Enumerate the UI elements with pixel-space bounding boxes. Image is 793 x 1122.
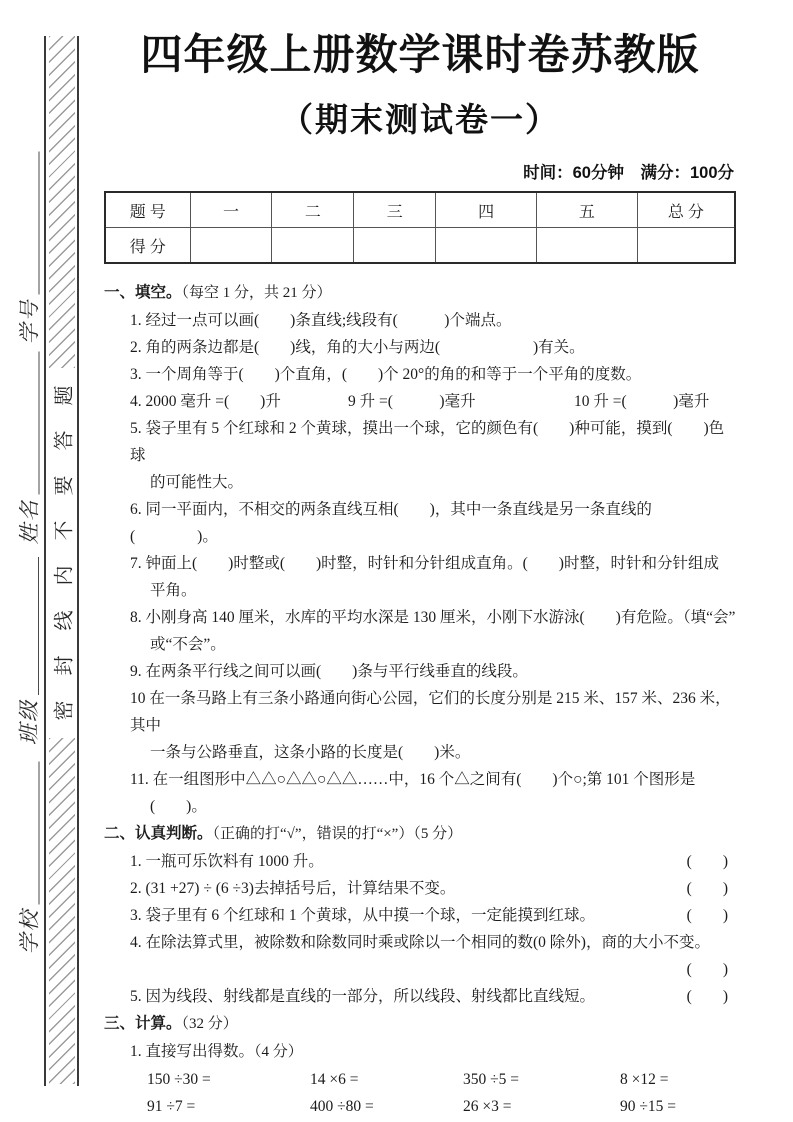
judge-question-5 (104, 983, 736, 1010)
student-id-label: 学号 (17, 298, 42, 345)
seal-char: 密 (53, 700, 75, 721)
calc-expression: 400 ÷80 = (310, 1098, 374, 1116)
score-empty-cell (190, 228, 272, 264)
score-table-header-row (105, 192, 735, 228)
score-table (104, 191, 736, 264)
calc-sub1-title: 1. 直接写出得数。 (130, 1043, 255, 1061)
fill-question-5-continued: 的可能性大。 (150, 474, 244, 492)
section-calc-heading (104, 1010, 736, 1038)
page-title: 四年级上册数学课时卷苏教版 (140, 31, 700, 78)
judge-question-2 (104, 875, 736, 902)
student-name-label: 姓名 (17, 498, 42, 545)
calc-oral-grid (104, 1066, 736, 1120)
section-fill-heading (104, 279, 736, 307)
fill-question-3: 3. 一个周角等于( )个直角，( )个 20°的角的和等于一个平角的度数。 (130, 366, 642, 384)
main-content (104, 0, 736, 1120)
seal-char: 题 (53, 385, 75, 406)
fill-question-8-continued: 或“不会”。 (150, 636, 226, 654)
seal-char: 答 (53, 430, 75, 451)
section-judge-note: （正确的打“√”，错误的打“×”）（5 分） (212, 826, 463, 843)
judge-question-2-text: 2. (31 +27) ÷ (6 ÷3)去掉括号后，计算结果不变。 (130, 880, 456, 898)
score-empty-cell (436, 228, 537, 264)
seal-char: 封 (53, 655, 75, 676)
judge-question-2-answer-bracket: ( ) (686, 880, 728, 898)
fill-question-11: 11. 在一组图形中△△○△△○△△……中，16 个△之间有( )个○;第 101 个图形是 (130, 771, 696, 789)
section-calc (104, 1010, 736, 1120)
score-empty-cell (537, 228, 638, 264)
score-header-cell: 三 (354, 192, 436, 228)
judge-question-4-answer-bracket: ( ) (686, 961, 728, 979)
score-header-cell: 总 分 (637, 192, 735, 228)
fill-question-4 (104, 388, 736, 415)
score-header-cell: 四 (436, 192, 537, 228)
judge-question-3-answer-bracket: ( ) (686, 907, 728, 925)
section-judge-heading (104, 820, 736, 848)
section-calc-note: （32 分） (181, 1016, 238, 1033)
fill-question-1: 1. 经过一点可以画( )条直线;线段有( )个端点。 (130, 312, 512, 330)
fill-question-10: 10 在一条马路上有三条小路通向街心公园，它们的长度分别是 215 米、157 米、236 米，其中 (130, 690, 731, 735)
judge-question-1-text: 1. 一瓶可乐饮料有 1000 升。 (130, 853, 324, 871)
seal-hatch-bottom (49, 738, 75, 1084)
fill-question-4-part-a: 4. 2000 毫升 =( )升 (130, 393, 281, 411)
student-id-blank-line (39, 152, 40, 295)
seal-char: 内 (53, 565, 75, 586)
fill-question-4-part-b: 9 升 =( )毫升 (348, 393, 476, 411)
fill-question-11-continued: ( )。 (150, 798, 207, 816)
fill-question-7-continued: 平角。 (150, 582, 197, 600)
fill-question-6: 6. 同一平面内，不相交的两条直线互相( )，其中一条直线是另一条直线的( )。 (130, 501, 652, 546)
school-label: 学校 (17, 908, 42, 955)
score-row-label: 得 分 (105, 228, 190, 264)
page-subtitle: （期末测试卷一） (280, 101, 560, 139)
fill-question-4-part-c: 10 升 =( )毫升 (574, 393, 710, 411)
section-fill-note: （每空 1 分，共 21 分） (181, 285, 332, 302)
calc-expression: 91 ÷7 = (147, 1098, 196, 1116)
score-header-cell: 题 号 (105, 192, 190, 228)
calc-expression: 90 ÷15 = (620, 1098, 676, 1116)
judge-question-4-text: 4. 在除法算式里，被除数和除数同时乘或除以一个相同的数(0 除外)，商的大小不变。 (130, 934, 710, 952)
seal-text-column (47, 368, 77, 738)
calc-sub1-heading (104, 1038, 736, 1066)
score-header-cell: 五 (537, 192, 638, 228)
section-judge-title: 二、认真判断。 (104, 825, 213, 843)
section-fill-title: 一、填空。 (104, 284, 182, 302)
judge-question-1 (104, 848, 736, 875)
school-blank-line (39, 762, 40, 905)
seal-line-strip (44, 36, 79, 1086)
score-empty-cell (354, 228, 436, 264)
judge-question-5-answer-bracket: ( ) (686, 988, 728, 1006)
school-field (11, 760, 47, 955)
calc-expression: 8 ×12 = (620, 1071, 669, 1089)
calc-expression: 150 ÷30 = (147, 1071, 211, 1089)
fill-question-5: 5. 袋子里有 5 个红球和 2 个黄球，摸出一个球，它的颜色有( )种可能，摸到( )色球 (130, 420, 725, 465)
seal-char: 线 (53, 610, 75, 631)
questions-area (104, 279, 736, 1120)
calc-expression: 14 ×6 = (310, 1071, 359, 1089)
seal-hatch-top (49, 36, 75, 368)
calc-sub1-note: （4 分） (254, 1044, 303, 1061)
calc-expression: 350 ÷5 = (463, 1071, 519, 1089)
fill-question-7: 7. 钟面上( )时整或( )时整，时针和分针组成直角。( )时整，时针和分针组成 (130, 555, 719, 573)
score-header-cell: 一 (190, 192, 272, 228)
section-calc-title: 三、计算。 (104, 1015, 182, 1033)
score-empty-cell (637, 228, 735, 264)
section-judge (104, 820, 736, 1010)
score-table-score-row (105, 228, 735, 264)
fill-question-9: 9. 在两条平行线之间可以画( )条与平行线垂直的线段。 (130, 663, 528, 681)
class-label: 班级 (17, 699, 41, 745)
score-header-cell: 二 (272, 192, 354, 228)
student-id-field (11, 150, 47, 345)
fill-question-2: 2. 角的两条边都是( )线，角的大小与两边( )有关。 (130, 339, 585, 357)
judge-question-1-answer-bracket: ( ) (686, 853, 728, 871)
judge-question-3-text: 3. 袋子里有 6 个红球和 1 个黄球，从中摸一个球，一定能摸到红球。 (130, 907, 596, 925)
calc-expression: 26 ×3 = (463, 1098, 512, 1116)
seal-char: 要 (53, 475, 75, 496)
seal-char: 不 (53, 520, 75, 541)
score-empty-cell (272, 228, 354, 264)
fill-question-10-continued: 一条与公路垂直，这条小路的长度是( )米。 (150, 744, 471, 762)
section-fill-blanks (104, 279, 736, 820)
exam-time-score-info: 时间：60分钟 满分：100分 (523, 164, 734, 183)
judge-question-5-text: 5. 因为线段、射线都是直线的一部分，所以线段、射线都比直线短。 (130, 988, 596, 1006)
fill-question-8: 8. 小刚身高 140 厘米，水库的平均水深是 130 厘米，小刚下水游泳( )有危险。（填“会” (130, 609, 736, 627)
judge-question-3 (104, 902, 736, 929)
